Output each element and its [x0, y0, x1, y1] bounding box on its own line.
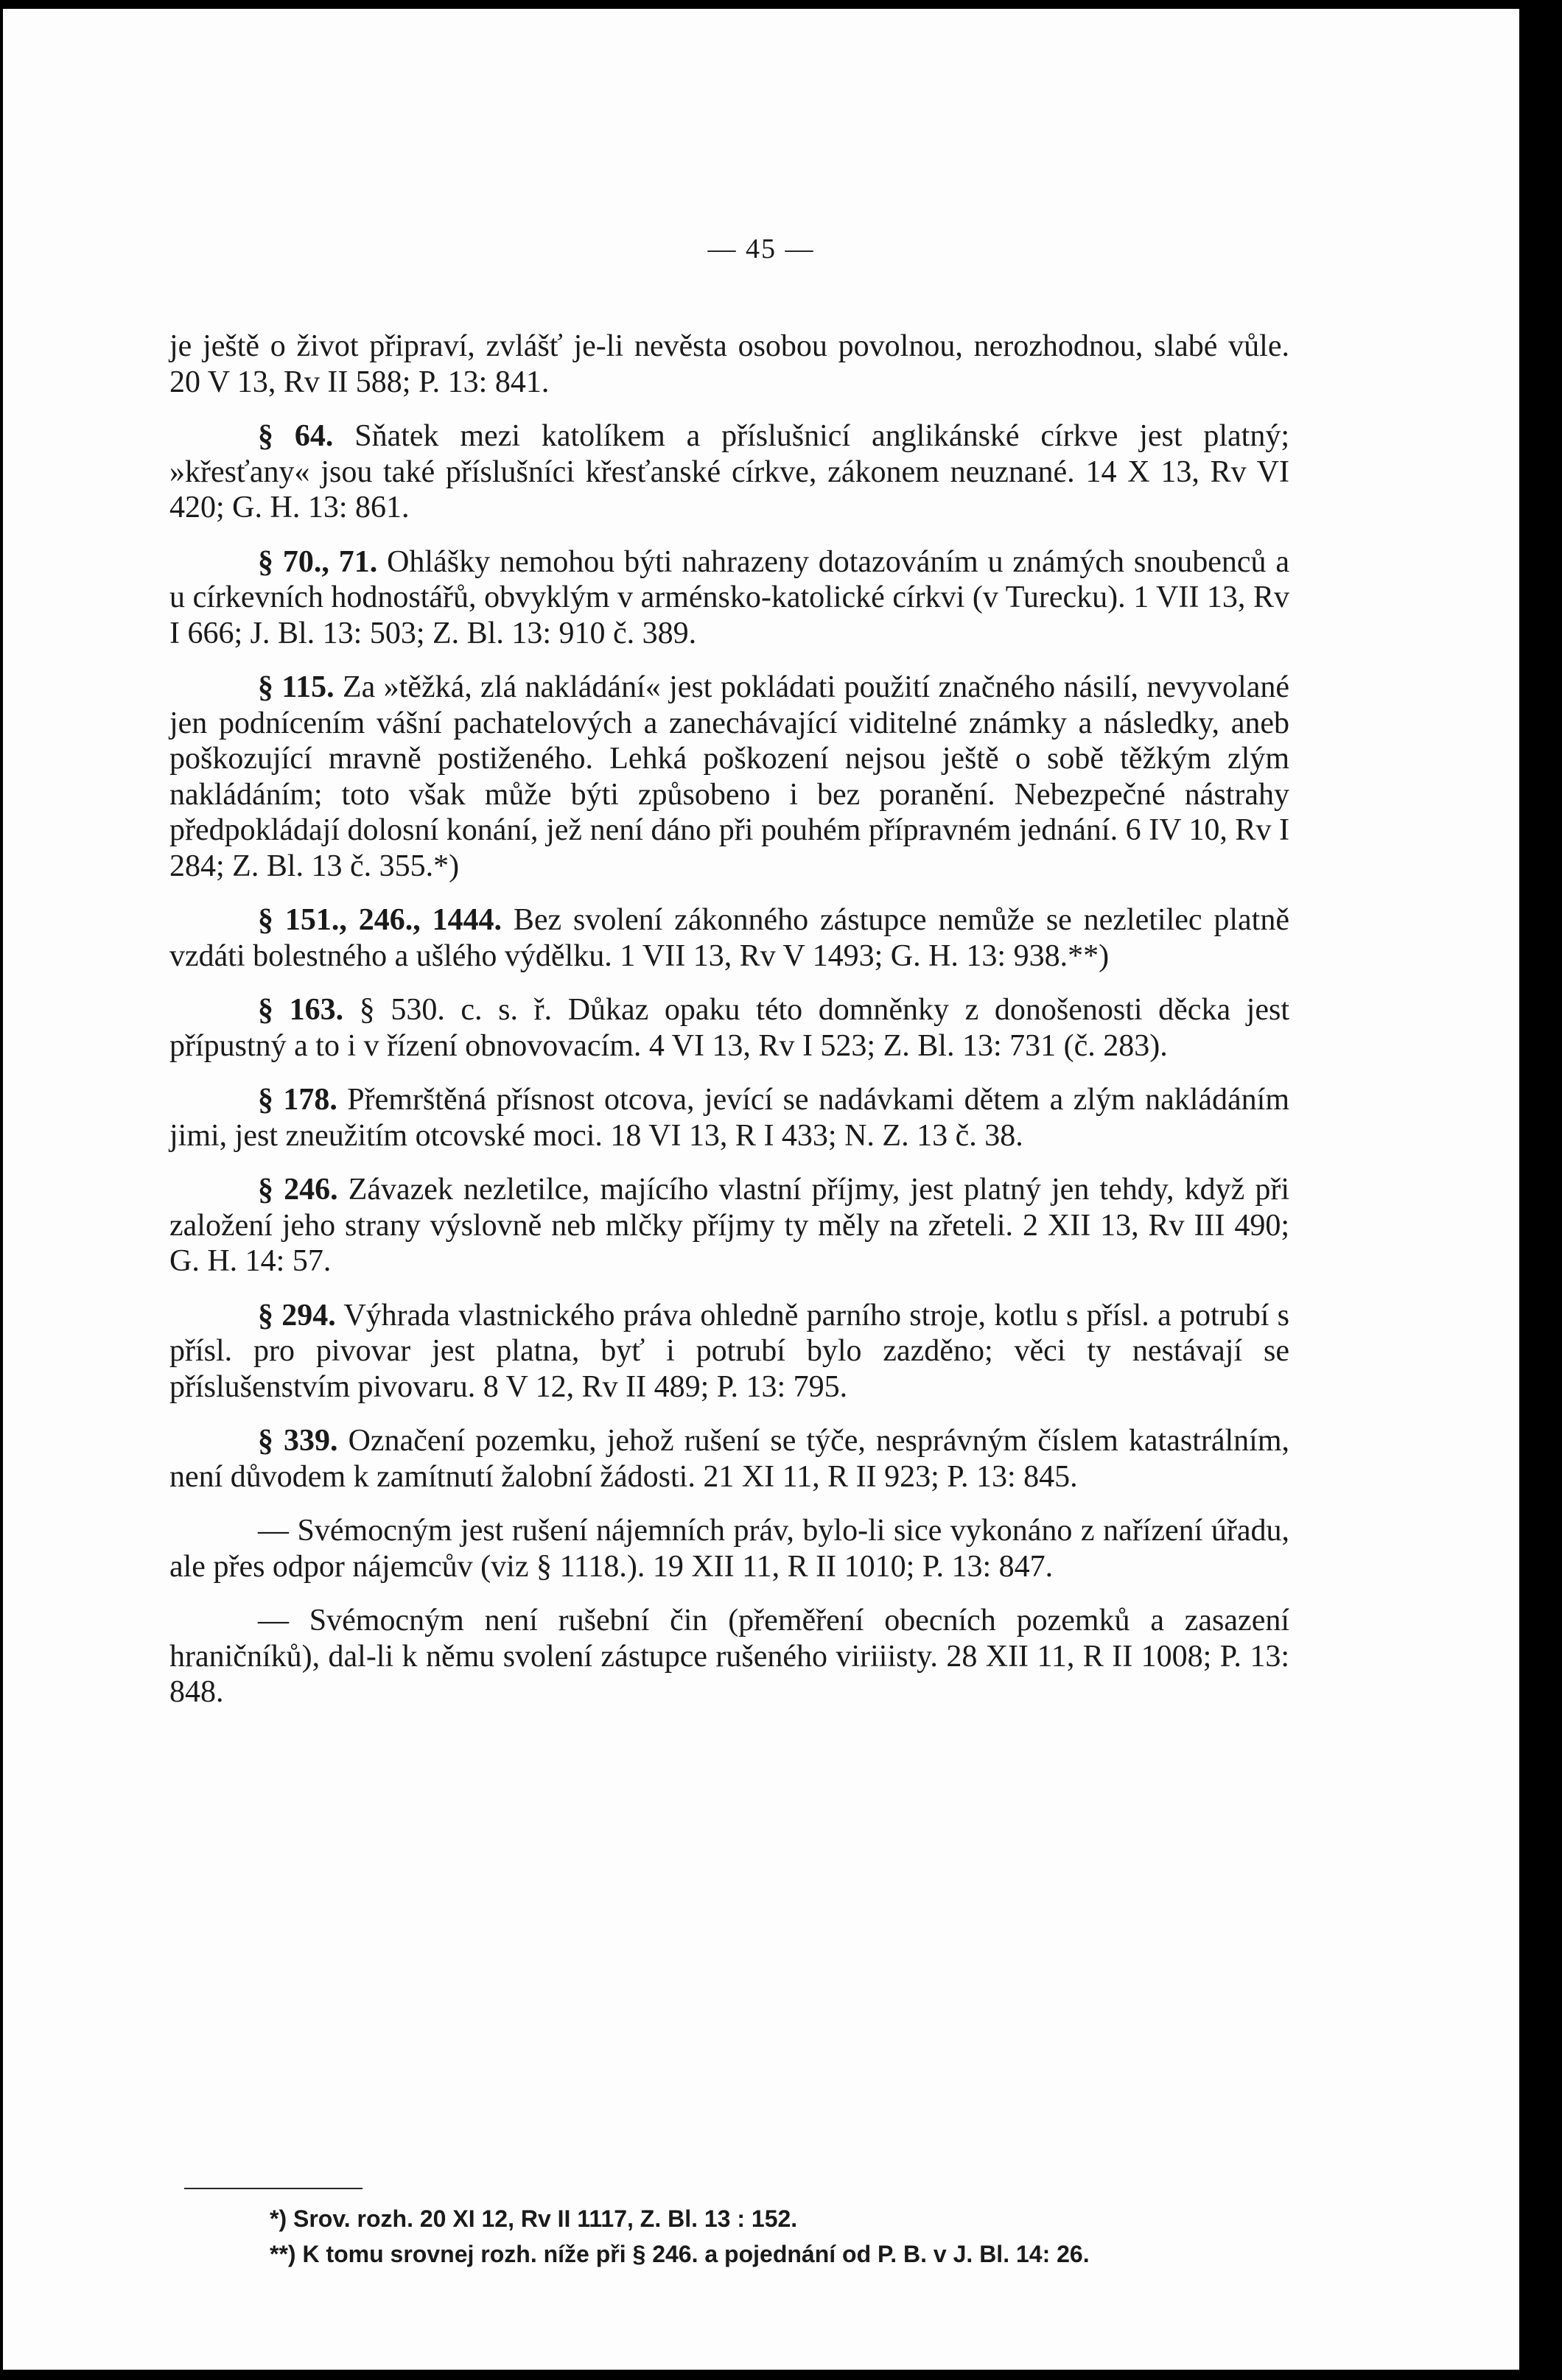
footnote: **) K tomu srovnej rozh. níže při § 246. a pojednání od P. B. v J. Bl. 14: 26. [270, 2241, 1090, 2267]
section-ref: § 163. [258, 993, 344, 1027]
paragraph-text: Označení pozemku, jehož rušení se týče, nesprávným číslem katastrálním, není důvodem k zamítnutí žalobní žádosti. 21 XI 11, R II 923; P. 13: 845. [169, 1424, 1289, 1494]
book-page [3, 9, 1519, 2370]
paragraph-text: je ještě o život připraví, zvlášť je-li nevěsta osobou povolnou, nerozhodnou, slabé vůle. 20 V 13, Rv II 588; P. 13: 841. [169, 329, 1289, 399]
paragraph [169, 992, 1289, 1064]
footnote-divider [184, 2188, 363, 2189]
paragraph-text: — Svémocným není rušební čin (přeměření obecních pozemků a zasazení hraničníků), dal-li k němu svolení zástupce rušeného viriiisty. 28 XII 11, R II 1008; P. 13: 848. [169, 1604, 1289, 1709]
paragraph-text: — Svémocným jest rušení nájemních práv, bylo-li sice vykonáno z nařízení úřadu, ale přes odpor nájemcův (viz § 1118.). 19 XII 11, R II 1010; P. 13: 847. [169, 1514, 1289, 1584]
page-number: — 45 — [707, 234, 815, 264]
paragraph [169, 544, 1289, 652]
paragraph-text: Výhrada vlastnického práva ohledně parního stroje, kotlu s přísl. a potrubí s přísl. pro pivovar jest platna, byť i potrubí bylo zazděno; věci ty nestávají se příslušenstvím pivovaru. 8 V 12, Rv II 489; P. 13: 795. [169, 1298, 1290, 1404]
paragraph [169, 1082, 1289, 1154]
paragraph [169, 1298, 1289, 1405]
paragraph [169, 1603, 1289, 1710]
section-ref: § 339. [258, 1424, 338, 1458]
body-text [169, 329, 1289, 1729]
section-ref: § 151., 246., 1444. [258, 903, 502, 937]
section-ref: § 178. [258, 1083, 337, 1117]
paragraph-text: Závazek nezletilce, majícího vlastní příjmy, jest platný jen tehdy, když při založení jeho strany výslovně neb mlčky příjmy ty měly na zřeteli. 2 XII 13, Rv III 490; G. H. 14: 57. [169, 1173, 1290, 1278]
paragraph [169, 329, 1289, 400]
paragraph [169, 1513, 1289, 1584]
paragraph-text: Bez svolení zákonného zástupce nemůže se nezletilec platně vzdáti bolestného a ušlého výdělku. 1 VII 13, Rv V 1493; G. H. 13: 938.**) [169, 903, 1289, 973]
section-ref: § 294. [258, 1298, 336, 1333]
paragraph-text: Sňatek mezi katolíkem a příslušnicí anglikánské církve jest platný; »křesťany« jsou také příslušníci křesťanské církve, zákonem neuznané. 14 X 13, Rv VI 420; G. H. 13: 861. [169, 419, 1290, 524]
section-ref: § 246. [258, 1173, 338, 1207]
section-ref: § 115. [258, 670, 335, 704]
paragraph [169, 418, 1289, 526]
paragraph [169, 1172, 1289, 1279]
paragraph [169, 1423, 1289, 1495]
paragraph-text: § 530. c. s. ř. Důkaz opaku této domněnky z donošenosti děcka jest přípustný a to i v řízení obnovovacím. 4 VI 13, Rv I 523; Z. Bl. 13: 731 (č. 283). [169, 993, 1290, 1063]
paragraph [169, 670, 1289, 884]
section-ref: § 64. [258, 419, 334, 453]
paragraph [169, 902, 1289, 974]
paragraph-text: Za »těžká, zlá nakládání« jest pokládati použití značného násilí, nevyvolané jen podnícením vášní pachatelových a zanechávající viditelné známky a následky, aneb poškozující mravně postiženého. Lehká poškození nejsou ještě o sobě těžkým zlým nakládáním; toto však může býti způsobeno i bez poranění. Nebezpečné nástrahy předpokládají dolosní konání, jež není dáno při pouhém přípravném jednání. 6 IV 10, Rv I 284; Z. Bl. 13 č. 355.*) [169, 670, 1289, 883]
paragraph-text: Ohlášky nemohou býti nahrazeny dotazováním u známých snoubenců a u církevních hodnostářů, obvyklým v arménsko-katolické církvi (v Turecku). 1 VII 13, Rv I 666; J. Bl. 13: 503; Z. Bl. 13: 910 č. 389. [169, 544, 1290, 650]
footnotes [169, 2201, 1289, 2272]
footnote: *) Srov. rozh. 20 XI 12, Rv II 1117, Z. Bl. 13 : 152. [270, 2205, 798, 2232]
paragraph-text: Přemrštěná přísnost otcova, jevící se nadávkami dětem a zlým nakládáním jimi, jest zneužitím otcovské moci. 18 VI 13, R I 433; N. Z. 13 č. 38. [169, 1083, 1290, 1153]
section-ref: § 70., 71. [258, 544, 378, 579]
